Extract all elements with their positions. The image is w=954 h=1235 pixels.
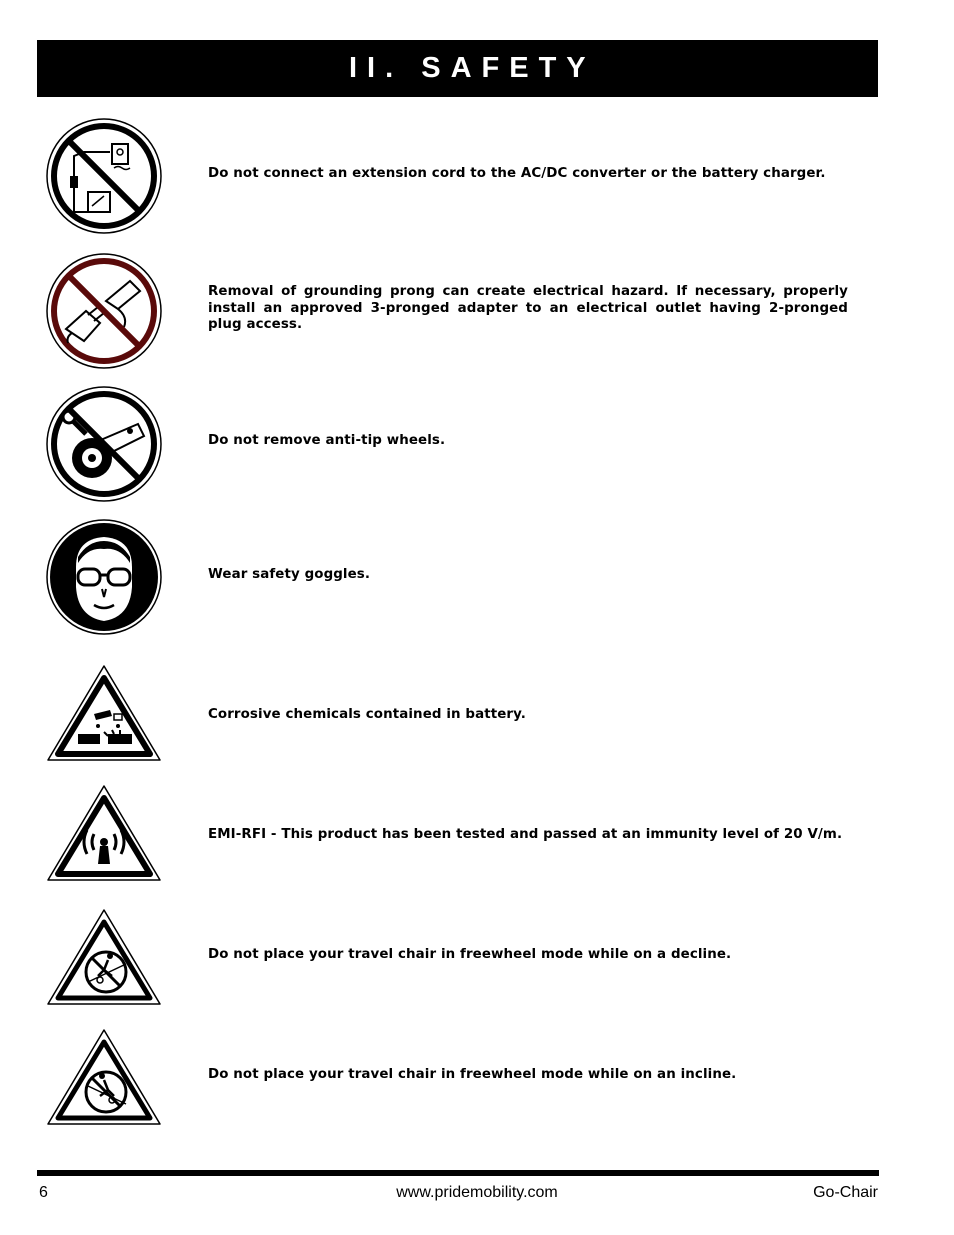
footer-website: www.pridemobility.com [396,1184,558,1201]
section-title: II. SAFETY [349,52,596,84]
warning-text: Wear safety goggles. [208,567,371,582]
warning-text: Corrosive chemicals contained in battery. [208,707,526,722]
no-remove-anti-tip-wheels-icon [44,384,164,504]
warning-text: Removal of grounding prong can create electrical hazard. If necessary, properly install an approved 3-pronged adapter to an electrical outlet having 2-pronged plug access. [208,284,848,332]
footer-product-name: Go-Chair [813,1184,878,1201]
corrosive-chemicals-icon [44,660,164,780]
no-freewheel-incline-icon [44,1020,164,1140]
warning-text: Do not remove anti-tip wheels. [208,433,446,448]
page-number: 6 [39,1184,48,1201]
no-extension-cord-icon [44,116,164,236]
warning-text: Do not place your travel chair in freewheel mode while on a decline. [208,947,732,962]
warning-text: Do not place your travel chair in freewheel mode while on an incline. [208,1067,737,1082]
emi-rfi-icon [44,780,164,900]
no-remove-grounding-prong-icon [44,251,164,371]
footer-rule [37,1170,879,1176]
safety-goggles-icon [44,517,164,637]
no-freewheel-decline-icon [44,900,164,1020]
warning-text: Do not connect an extension cord to the AC/DC converter or the battery charger. [208,166,826,181]
warning-text: EMI-RFI - This product has been tested and passed at an immunity level of 20 V/m. [208,827,843,842]
section-header [37,40,878,97]
